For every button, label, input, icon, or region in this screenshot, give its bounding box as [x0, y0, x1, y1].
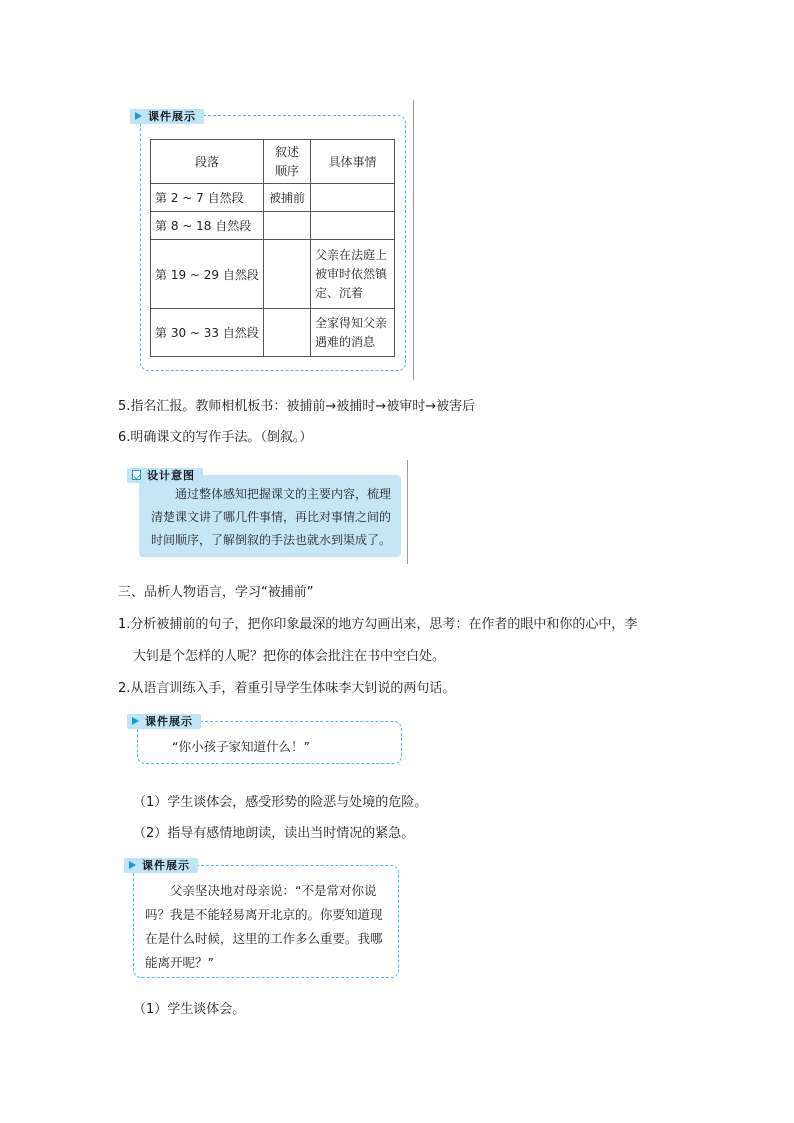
quote-line: 父亲坚决地对母亲说：“不是常对你说	[170, 883, 377, 898]
table-header: 具体事情	[311, 140, 395, 184]
table-cell: 第 8 ~ 18 自然段	[151, 212, 264, 240]
design-intent-box	[139, 475, 401, 557]
play-triangle-icon	[129, 861, 136, 869]
table-row	[151, 240, 395, 309]
table-row	[151, 309, 395, 357]
tag-label: 课件展示	[142, 859, 190, 872]
item-2: 2.从语言训练入手，着重引导学生体味李大钊说的两句话。	[118, 681, 456, 696]
tag-label: 课件展示	[148, 110, 196, 123]
table-cell: 全家得知父亲 遇难的消息	[311, 309, 395, 357]
sub-step-2: （2）指导有感情地朗读，读出当时情况的紧急。	[133, 826, 415, 841]
quote-line: 吗？我是不能轻易离开北京的。你要知道现	[145, 907, 383, 922]
quote-1: “你小孩子家知道什么！”	[172, 739, 310, 754]
item-1-line-1: 1.分析被捕前的句子，把你印象最深的地方勾画出来，思考：在作者的眼中和你的心中，李	[118, 617, 638, 632]
item-1-line-2: 大钊是个怎样的人呢？把你的体会批注在书中空白处。	[133, 649, 446, 664]
design-line: 时间顺序，了解倒叙的手法也就水到渠成了。	[151, 533, 392, 547]
step-6: 6.明确课文的写作手法。（倒叙。）	[118, 430, 313, 445]
table-row	[151, 212, 395, 240]
step-5: 5.指名汇报。教师相机板书：被捕前→被捕时→被审时→被害后	[118, 399, 476, 414]
clipboard-icon	[132, 470, 141, 480]
margin-rule	[413, 100, 414, 380]
table-cell	[311, 184, 395, 212]
paragraph-order-table	[150, 139, 395, 357]
sub-step-3: （1）学生谈体会。	[133, 1002, 246, 1017]
sub-step-1: （1）学生谈体会，感受形势的险恶与处境的危险。	[133, 795, 428, 810]
quote-line: 在是什么时候，这里的工作多么重要。我哪	[145, 931, 383, 946]
table-cell: 被捕前	[264, 184, 311, 212]
design-intent-tag	[127, 468, 203, 483]
quote-line: 能离开呢？”	[145, 955, 214, 970]
play-triangle-icon	[135, 112, 142, 120]
section-heading: 三、品析人物语言，学习“被捕前”	[118, 585, 314, 600]
courseware-tag-1	[130, 109, 204, 124]
table-cell	[264, 212, 311, 240]
table-header: 段落	[151, 140, 264, 184]
table-cell	[311, 212, 395, 240]
table-cell: 父亲在法庭上 被审时依然镇 定、沉着	[311, 240, 395, 309]
table-cell	[264, 240, 311, 309]
tag-label: 设计意图	[147, 469, 195, 482]
design-line: 通过整体感知把握课文的主要内容，梳理	[175, 487, 392, 501]
table-header: 叙述 顺序	[264, 140, 311, 184]
design-line: 清楚课文讲了哪几件事情，再比对事情之间的	[151, 510, 392, 524]
table-cell: 第 2 ~ 7 自然段	[151, 184, 264, 212]
table-cell: 第 30 ~ 33 自然段	[151, 309, 264, 357]
courseware-tag-2	[127, 714, 201, 729]
table-cell: 第 19 ~ 29 自然段	[151, 240, 264, 309]
table-row	[151, 184, 395, 212]
margin-rule	[407, 460, 408, 564]
play-triangle-icon	[132, 717, 139, 725]
courseware-tag-3	[124, 858, 198, 873]
table-cell	[264, 309, 311, 357]
quote-2	[145, 879, 395, 975]
tag-label: 课件展示	[145, 715, 193, 728]
